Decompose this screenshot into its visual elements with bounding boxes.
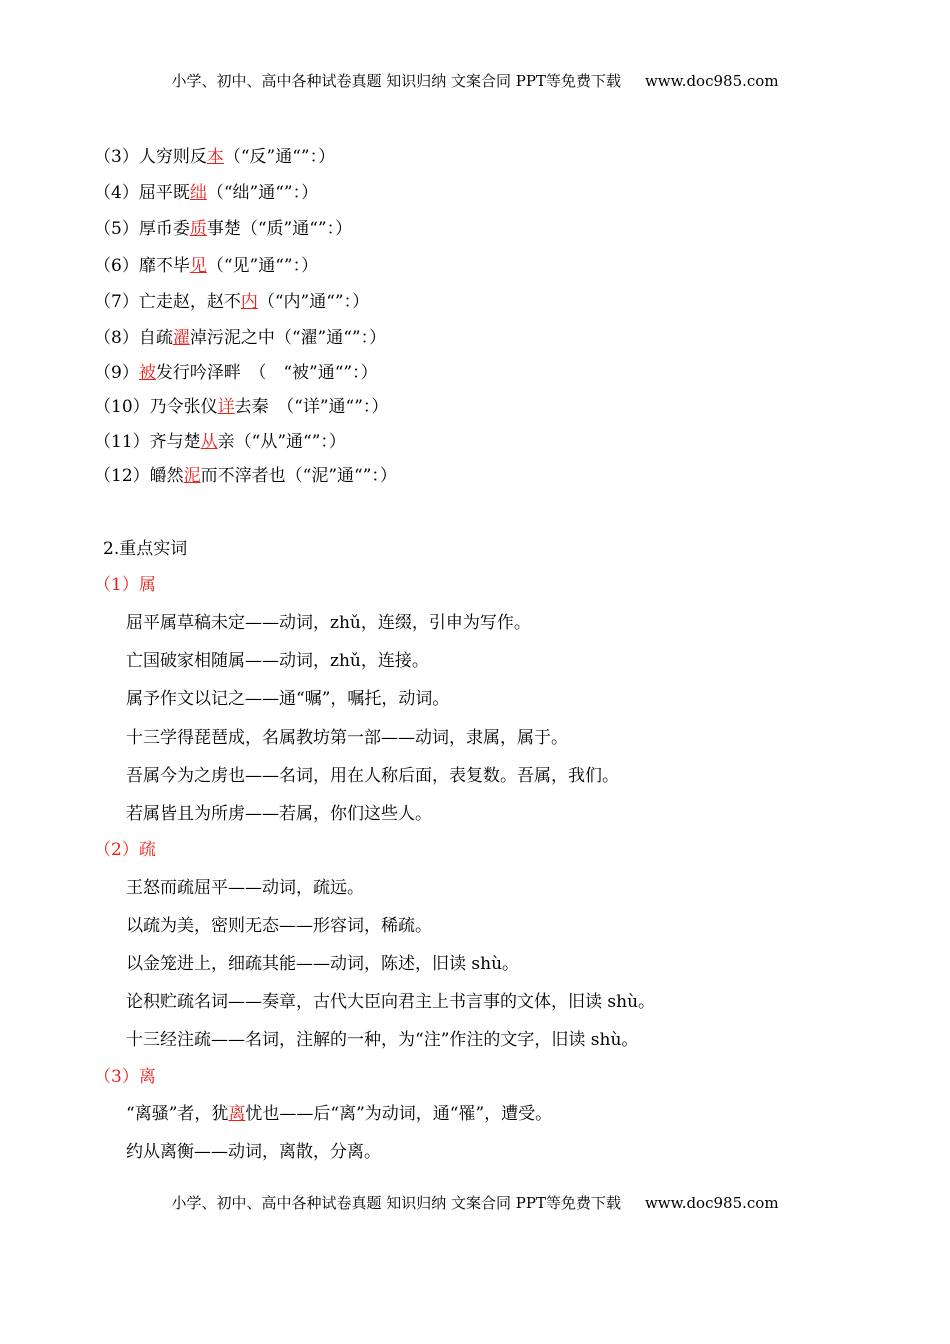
definition-line: 以金笼进上，细疏其能——动词，陈述，旧读 shù。 [126, 954, 520, 974]
definition-line: 十三学得琵琶成，名属教坊第一部——动词，隶属，属于。 [126, 728, 568, 748]
tongjia-item: （10）乃令张仪详去秦 （“详”通“”：） [94, 397, 389, 417]
highlight-char: 质 [189, 219, 207, 239]
definition-line: 亡国破家相随属——动词，zhǔ，连接。 [126, 651, 429, 671]
subheading-shu2: （2）疏 [94, 840, 156, 860]
header-url[interactable]: www.doc985.com [644, 72, 779, 90]
tongjia-item: （5）厚币委质事楚（“质”通“”：） [94, 219, 353, 239]
highlight-char: 详 [217, 397, 235, 417]
footer-text: 小学、初中、高中各种试卷真题 知识归纳 文案合同 PPT等免费下载 [171, 1194, 621, 1212]
highlight-char: 绌 [189, 183, 207, 203]
highlight-char: 泥 [183, 466, 201, 486]
highlight-char: 从 [200, 432, 218, 452]
subheading-li: （3）离 [94, 1067, 156, 1087]
definition-line: 以疏为美，密则无态——形容词，稀疏。 [126, 916, 432, 936]
subheading-shu: （1）属 [94, 575, 156, 595]
section-title: 2.重点实词 [103, 539, 188, 559]
highlight-char: 离 [228, 1104, 246, 1124]
definition-line: 吾属今为之虏也——名词，用在人称后面，表复数。吾属，我们。 [126, 766, 619, 786]
definition-line: 屈平属草稿未定——动词，zhǔ，连缀，引申为写作。 [126, 613, 531, 633]
footer-url[interactable]: www.doc985.com [644, 1194, 779, 1212]
header-text: 小学、初中、高中各种试卷真题 知识归纳 文案合同 PPT等免费下载 [171, 72, 621, 90]
definition-line: 属予作文以记之——通“嘱”，嘱托，动词。 [126, 689, 450, 709]
page-header [0, 70, 950, 91]
definition-line: 王怒而疏屈平——动词，疏远。 [126, 878, 364, 898]
definition-line: 论积贮疏名词——奏章，古代大臣向君主上书言事的文体，旧读 shù。 [126, 992, 656, 1012]
tongjia-item: （3）人穷则反本（“反”通“”：） [94, 147, 336, 167]
tongjia-item: （7）亡走赵，赵不内（“内”通“”：） [94, 292, 370, 312]
highlight-char: 见 [189, 256, 207, 276]
highlight-char: 本 [206, 147, 224, 167]
definition-line: 若属皆且为所虏——若属，你们这些人。 [126, 804, 432, 824]
definition-line: “离骚”者，犹离忧也——后“离”为动词，通“罹”，遭受。 [126, 1104, 553, 1124]
highlight-char: 被 [138, 363, 156, 383]
highlight-char: 内 [240, 292, 258, 312]
tongjia-item: （4）屈平既绌（“绌”通“”：） [94, 183, 319, 203]
definition-line: 约从离衡——动词，离散，分离。 [126, 1142, 381, 1162]
tongjia-item: （11）齐与楚从亲（“从”通“”：） [94, 432, 346, 452]
tongjia-item: （6）靡不毕见（“见”通“”：） [94, 256, 319, 276]
definition-line: 十三经注疏——名词，注解的一种，为“注”作注的文字，旧读 shù。 [126, 1030, 639, 1050]
tongjia-item: （8）自疏濯淖污泥之中（“濯”通“”：） [94, 328, 387, 348]
highlight-char: 濯 [172, 328, 190, 348]
tongjia-item: （12）皭然泥而不滓者也（“泥”通“”：） [94, 466, 397, 486]
tongjia-item: （9）被发行吟泽畔 （ “被”通“”：） [94, 363, 378, 383]
page-footer [0, 1192, 950, 1213]
